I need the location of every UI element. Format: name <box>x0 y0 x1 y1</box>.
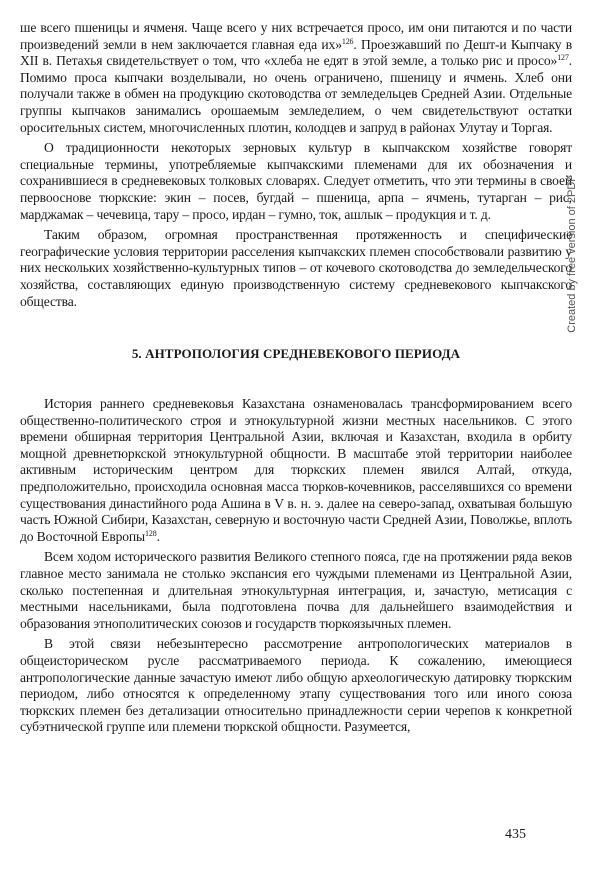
paragraph-text: . <box>156 528 160 544</box>
paragraph-grain-crops <box>20 20 572 136</box>
paragraph-conclusion: Таким образом, огромная пространственная протяженность и специфические географические условия территории расселения кыпчакских племен способствовали развитию у них нескольких хозяйственно-культурных типов – от кочевого скотоводства до земледельческого хозяйства, составляющих единую производственную систему средневекового кыпчакского общества. <box>20 227 572 309</box>
page-body <box>20 20 572 736</box>
paragraph-text: История раннего средневековья Казахстана ознаменовалась трансформированием всего общественно-политического строя и этнокультурной жизни местных насельников. С этого времени обширная территория Центральной Азии, включая и Казахстан, входила в орбиту мощной древнетюркской этнокультурной общности. В масштабе этой территории наиболее активным историческим центром для тюркских племен явился Алтай, откуда, предположительно, происходила основная масса тюрков-кочевников, расселявшихся со времени существования династийного рода Ашина в V в. н. э. далее на северо-запад, охватывая большую часть Южной Сибири, Казахстан, северную и восточную части Средней Азии, Поволжье, вплоть до Восточной Европы <box>20 396 572 544</box>
section-heading: 5. АНТРОПОЛОГИЯ СРЕДНЕВЕКОВОГО ПЕРИОДА <box>131 346 461 362</box>
footnote-ref-127[interactable]: 127 <box>557 53 569 63</box>
paragraph-early-medieval <box>20 396 572 545</box>
paragraph-text: . Проезжавший по Дешт-и Кыпчаку в XII в. Петахья свидетельствует о том, что «хлеба не едят в этой земле, а только рис и просо» <box>20 36 572 69</box>
paragraph-steppe-belt: Всем ходом исторического развития Великого степного пояса, где на протяжении ряда веков главное место занимала не столько экспансия его чуждыми племенами из Центральной Азии, сколько постепенная и длительная этнокультурная интеграция, и, зачастую, метисация с местными насельниками, была подготовлена почва для дальнейшего взаимодействия и образования этнополитических союзов и государств тюркоязычных племен. <box>20 549 572 631</box>
watermark: Created by free version of 2PDF <box>566 175 578 333</box>
paragraph-terms: О традиционности некоторых зерновых культур в кыпчакском хозяйстве говорят специальные термины, употребляемые кыпчакскими племенами для их обозначения и сохранившиеся в средневековых толковых словарях. Следует отметить, что эти термины в своей первооснове тюркские: экин – посев, бугдай – пшеница, арпа – ячмень, тутарган – рис, марджамак – чечевица, тару – просо, ирдан – гумно, ток, ашлык – продукция и т. д. <box>20 140 572 222</box>
paragraph-anthropology: В этой связи небезынтересно рассмотрение антропологических материалов в общеисторическом русле рассматриваемого периода. К сожалению, имеющиеся антропологические данные зачастую имеют либо общую археологическую датировку тюркским периодом, либо относятся к определенному этапу существования того или иного союза тюркских племен без детализации относительно принадлежности серии черепов к конкретной субэтнической группе или племени тюркской общности. Разумеется, <box>20 636 572 735</box>
page-number: 435 <box>505 827 526 842</box>
footnote-ref-128[interactable]: 128 <box>145 528 157 538</box>
paragraph-text: . Помимо проса кыпчаки возделывали, но очень ограничено, пшеницу и ячмень. Хлеб они получали также в обмен на продукцию скотоводства от земледельцев Средней Азии. Отдельные группы кыпчаков занимались орошаемым земледелием, о чем свидетельствуют остатки оросительных систем, многочисленных плотин, колодцев и запруд в районах Улутау и Торгая. <box>20 53 572 135</box>
footnote-ref-126[interactable]: 126 <box>341 36 354 46</box>
paragraph-text: ше всего пшеницы и ячменя. Чаще всего у них встречается просо, им они питаются и по части произведений земли в нем заключается главная еда их» <box>20 20 572 52</box>
